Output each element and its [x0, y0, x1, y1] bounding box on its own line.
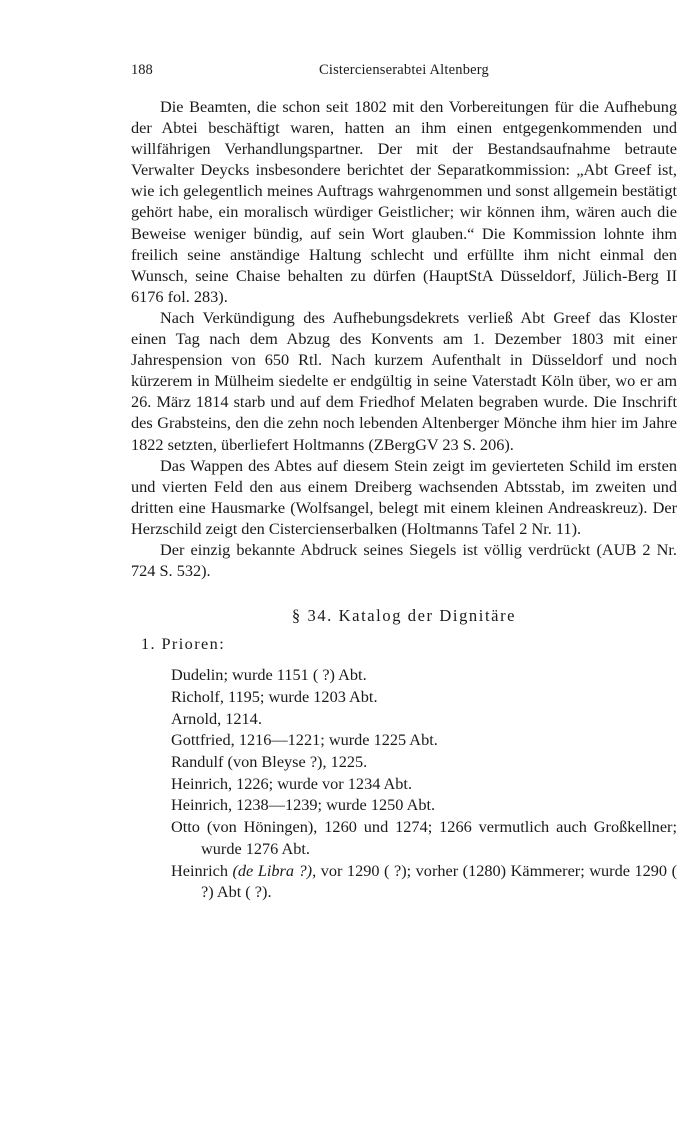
page-body — [131, 96, 677, 903]
list-item: Heinrich, 1226; wurde vor 1234 Abt. — [171, 773, 413, 793]
list-item: Gottfried, 1216—1221; wurde 1225 Abt. — [171, 730, 438, 750]
prior-name: Heinrich — [171, 860, 228, 880]
list-item: Richolf, 1195; wurde 1203 Abt. — [171, 686, 378, 706]
page-header — [131, 62, 677, 80]
paragraph: Nach Verkündigung des Aufhebungsdekrets verließ Abt Greef das Kloster einen Tag nach dem Abzug des Konvents am 1. Dezember 1803 mit einer Jahrespension von 650 Rtl. Nach kurzem Aufenthalt in Düsseldorf und noch kürzerem in Mülheim siedelte er endgültig in seine Vaterstadt Köln über, wo er am 26. März 1814 starb und auf dem Friedhof Melaten begraben wurde. Die Inschrift des Grabsteins, den die zehn noch lebenden Altenberger Mönche ihm hier im Jahre 1822 setzten, überliefert Holtmanns (ZBergGV 23 S. 206). — [131, 307, 677, 454]
list-item: Dudelin; wurde 1151 ( ?) Abt. — [171, 665, 367, 685]
list-item: Arnold, 1214. — [171, 708, 262, 728]
section-title: § 34. Katalog der Dignitäre — [291, 606, 517, 626]
prior-epithet: (de Libra ?), — [232, 860, 317, 880]
list-item: Heinrich, 1238—1239; wurde 1250 Abt. — [171, 795, 436, 815]
priors-list — [171, 664, 677, 903]
section-subheading: 1. Prioren: — [141, 634, 226, 654]
paragraph: Der einzig bekannte Abdruck seines Siegels ist völlig verdrückt (AUB 2 Nr. 724 S. 532). — [131, 539, 677, 581]
list-item: Randulf (von Bleyse ?), 1225. — [171, 752, 368, 772]
running-title: Cistercienserabtei Altenberg — [318, 62, 489, 78]
paragraph: Die Beamten, die schon seit 1802 mit den Vorbereitungen für die Aufhebung der Abtei beschäftigt waren, hatten an ihm einen entgegenkommenden und willfährigen Verhandlungspartner. Der mit der Bestandsaufnahme betraute Verwalter Deycks insbesondere berichtet der Separatkommission: „Abt Greef ist, wie ich gelegentlich meines Auftrags wahrgenommen und sonst allgemein bestätigt gehört habe, ein moralisch würdiger Geistlicher; wir können ihm, wären auch die Beweise weniger bündig, auf sein Wort glauben.“ Die Kommission lohnte ihm freilich seine anständige Haltung schlecht und erfüllte ihm nicht einmal den Wunsch, seine Chaise behalten zu dürfen (HauptStA Düsseldorf, Jülich-Berg II 6176 fol. 283). — [131, 97, 677, 306]
paragraph: Das Wappen des Abtes auf diesem Stein zeigt im gevierteten Schild im ersten und vierten Feld den aus einem Dreiberg wachsenden Abtsstab, im zweiten und dritten eine Hausmarke (Wolfsangel, belegt mit einem kleinen Andreaskreuz). Der Herzschild zeigt den Cistercienserbalken (Holtmanns Tafel 2 Nr. 11). — [131, 455, 677, 538]
page-number: 188 — [131, 62, 153, 78]
list-item — [171, 860, 677, 903]
list-item: Otto (von Höningen), 1260 und 1274; 1266 vermutlich auch Großkellner; wurde 1276 Abt. — [171, 817, 677, 858]
prior-details: vor 1290 ( ?); vorher (1280) Kämmerer; wurde 1290 ( ?) Abt ( ?). — [201, 860, 677, 902]
